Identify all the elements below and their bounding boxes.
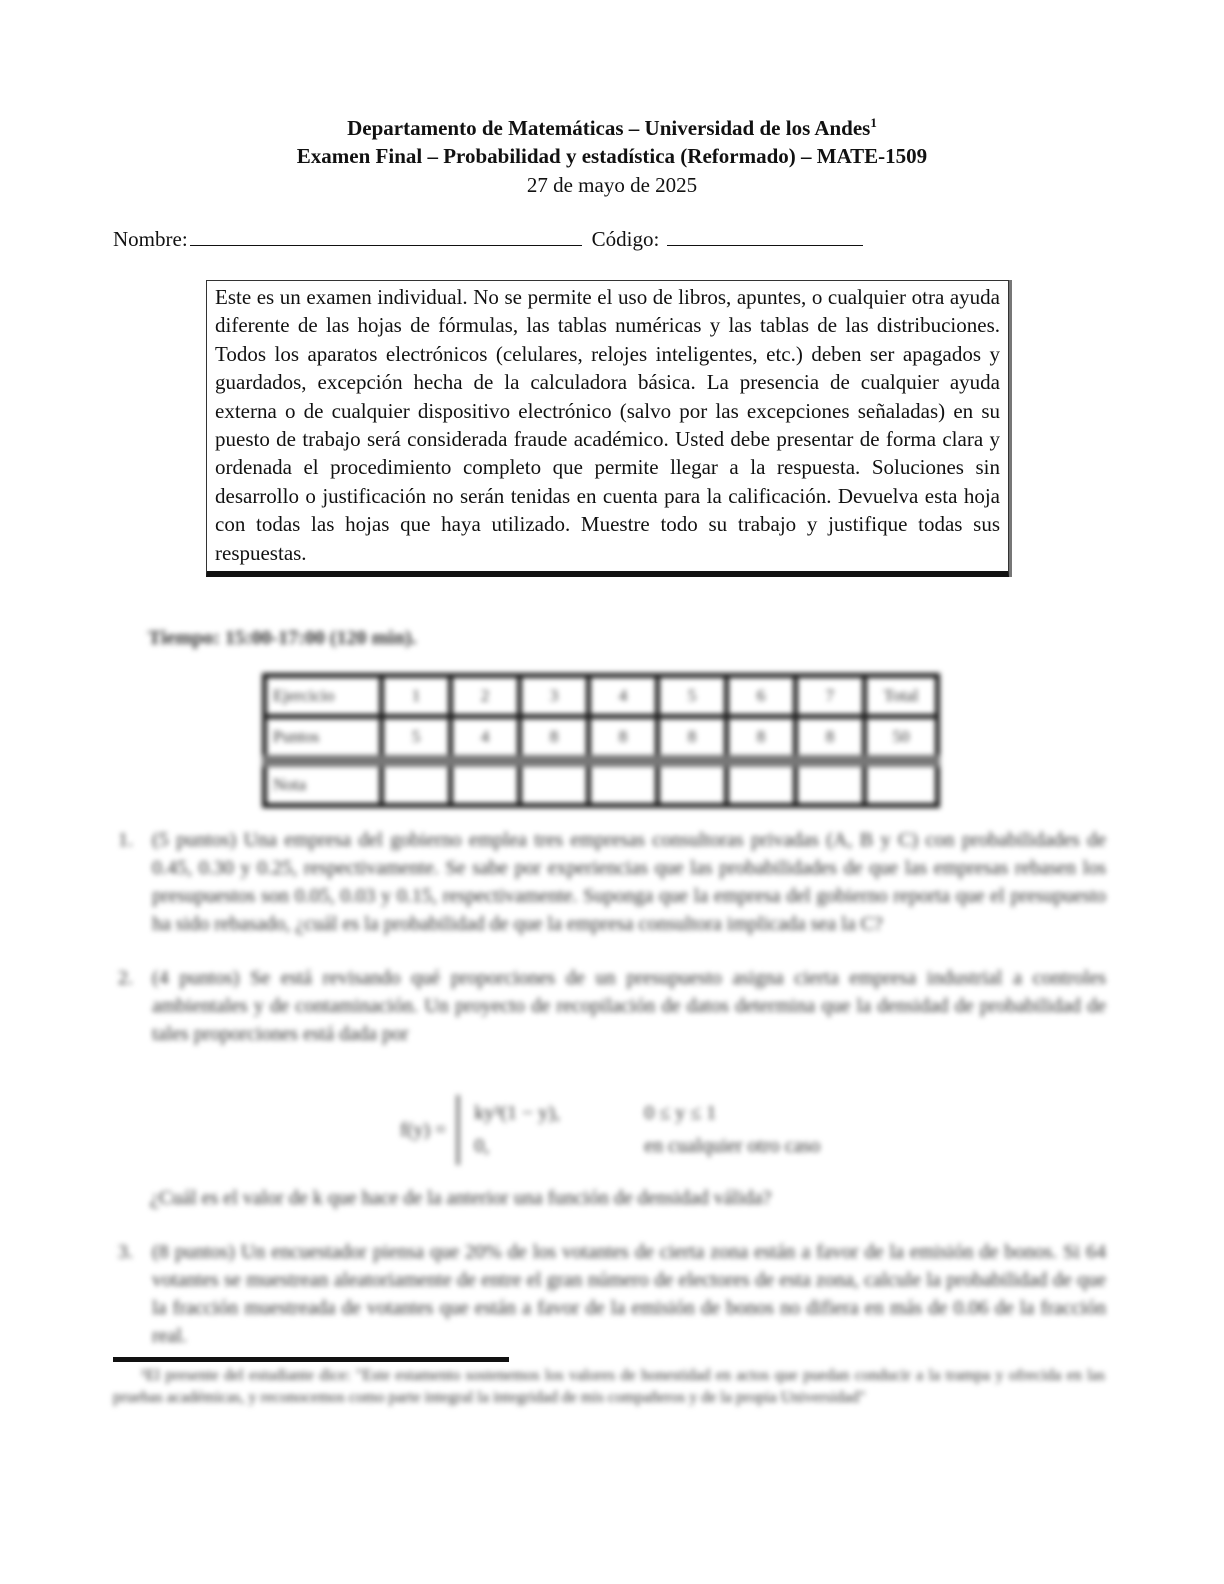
footnote: ¹El presente del estudiante dice: "Este estamento sostenemos los valores de honestidad en actos que puedan conducir a la trampa y ofrecida en las pruebas académicas, y reconocemos como parte integral la integridad de mis compañeros y de la propia Universidad" [113, 1367, 1105, 1406]
footnote-mark: 1 [870, 115, 877, 130]
problem-list [118, 826, 1106, 1048]
department-heading [0, 115, 1224, 141]
table-cell: 5 [382, 717, 451, 762]
table-cell: Total [865, 676, 938, 717]
instructions-box: Este es un examen individual. No se permite el uso de libros, apuntes, o cualquier otra ayuda diferente de las hojas de fórmulas, las tablas numéricas y las tablas de las distribuciones. Todos los aparatos electrónicos (celulares, relojes inteligentes, etc.) deben ser apagados y guardados, excepción hecha de la calculadora básica. La presencia de cualquier ayuda externa o de cualquier dispositivo electrónico (salvo por las excepciones señaladas) en su puesto de trabajo será considerada fraude académico. Usted debe presentar de forma clara y ordenada el procedimiento completo que permite llegar a la respuesta. Soluciones sin desarrollo o justificación no serán tenidas en cuenta para la calificación. Devuelva esta hoja con todas las hojas que haya utilizado. Muestre todo su trabajo y justifique todas sus respuestas. [206, 280, 1009, 577]
problem-2 [118, 964, 1106, 1048]
time-info: Tiempo: 15:00-17:00 (120 min). [148, 627, 417, 649]
problem-number: 2. [118, 967, 133, 989]
problem-text: (5 puntos) Una empresa del gobierno emplea tres empresas consultoras privadas (A, B y C) con probabilidades de 0.45, 0.30 y 0.25, respectivamente. Se sabe por experiencias que las probabilidades de que las empresas rebasen los presupuestos son 0.05, 0.03 y 0.15, respectivamente. Suponga que la empresa del gobierno reporta que el presupuesto ha sido rebasado, ¿cuál es la probabilidad de que la empresa consultora implicada sea la C? [152, 829, 1106, 935]
table-row-header [265, 676, 938, 717]
table-cell: 8 [658, 717, 727, 762]
table-cell: Puntos [265, 717, 382, 762]
table-cell: 8 [589, 717, 658, 762]
grade-input-cell[interactable] [865, 761, 938, 806]
case2-expr: 0, [474, 1135, 490, 1157]
case1-cond: 0 ≤ y ≤ 1 [644, 1102, 717, 1124]
table-cell: 4 [451, 717, 520, 762]
table-cell: 8 [727, 717, 796, 762]
brace-icon [456, 1095, 468, 1165]
table-cell: 2 [451, 676, 520, 717]
table-row-grade [265, 761, 938, 806]
table-cell: 8 [796, 717, 865, 762]
grade-input-cell[interactable] [382, 761, 451, 806]
name-label: Nombre: [113, 227, 188, 251]
grade-input-cell[interactable] [451, 761, 520, 806]
problem-text: (8 puntos) Un encuestador piensa que 20% de los votantes de cierta zona están a favor de la emisión de bonos. Si 64 votantes se muestrean aleatoriamente de entre el gran número de electores de esta zona, calcule la probabilidad de que la fracción muestreada de votantes que están a favor de la emisión de bonos no difiera en más de 0.06 de la fracción real. [152, 1241, 1106, 1347]
table-cell: 3 [520, 676, 589, 717]
grade-input-cell[interactable] [589, 761, 658, 806]
case1-expr: ky³(1 − y), [474, 1102, 560, 1124]
problem-text: (4 puntos) Se está revisando qué proporciones de un presupuesto asigna cierta empresa industrial a controles ambientales y de contaminación. Un proyecto de recopilación de datos determina que la densidad de probabilidad de tales proporciones está dada por [152, 967, 1106, 1045]
formula-lhs: f(y) = [400, 1118, 447, 1141]
code-field[interactable] [667, 244, 863, 246]
name-field[interactable] [190, 244, 582, 246]
problem-number: 1. [118, 829, 133, 851]
table-cell: 6 [727, 676, 796, 717]
table-cell: 4 [589, 676, 658, 717]
table-row-points [265, 717, 938, 762]
department-text: Departamento de Matemáticas – Universidad de los Andes [347, 116, 871, 140]
table-cell: Ejercicio [265, 676, 382, 717]
case2-cond: en cualquier otro caso [644, 1135, 821, 1157]
grade-input-cell[interactable] [658, 761, 727, 806]
table-cell: 1 [382, 676, 451, 717]
table-cell: 8 [520, 717, 589, 762]
table-cell: 7 [796, 676, 865, 717]
table-cell: Nota [265, 761, 382, 806]
table-cell: 50 [865, 717, 938, 762]
grade-input-cell[interactable] [727, 761, 796, 806]
table-cell: 5 [658, 676, 727, 717]
problem-1 [118, 826, 1106, 938]
grades-table [262, 673, 940, 808]
footnote-divider [113, 1357, 509, 1362]
student-id-row [113, 227, 863, 252]
problem-2-question: ¿Cuál es el valor de k que hace de la anterior una función de densidad válida? [150, 1187, 772, 1209]
density-formula [400, 1095, 884, 1165]
code-label: Código: [591, 227, 660, 251]
exam-date: 27 de mayo de 2025 [526, 173, 698, 197]
exam-title: Examen Final – Probabilidad y estadística (Reformado) – MATE-1509 [296, 144, 928, 168]
problem-list-continued [118, 1238, 1106, 1372]
problem-3 [118, 1238, 1106, 1350]
grade-input-cell[interactable] [796, 761, 865, 806]
problem-number: 3. [118, 1241, 133, 1263]
formula-cases [474, 1102, 884, 1158]
grade-input-cell[interactable] [520, 761, 589, 806]
